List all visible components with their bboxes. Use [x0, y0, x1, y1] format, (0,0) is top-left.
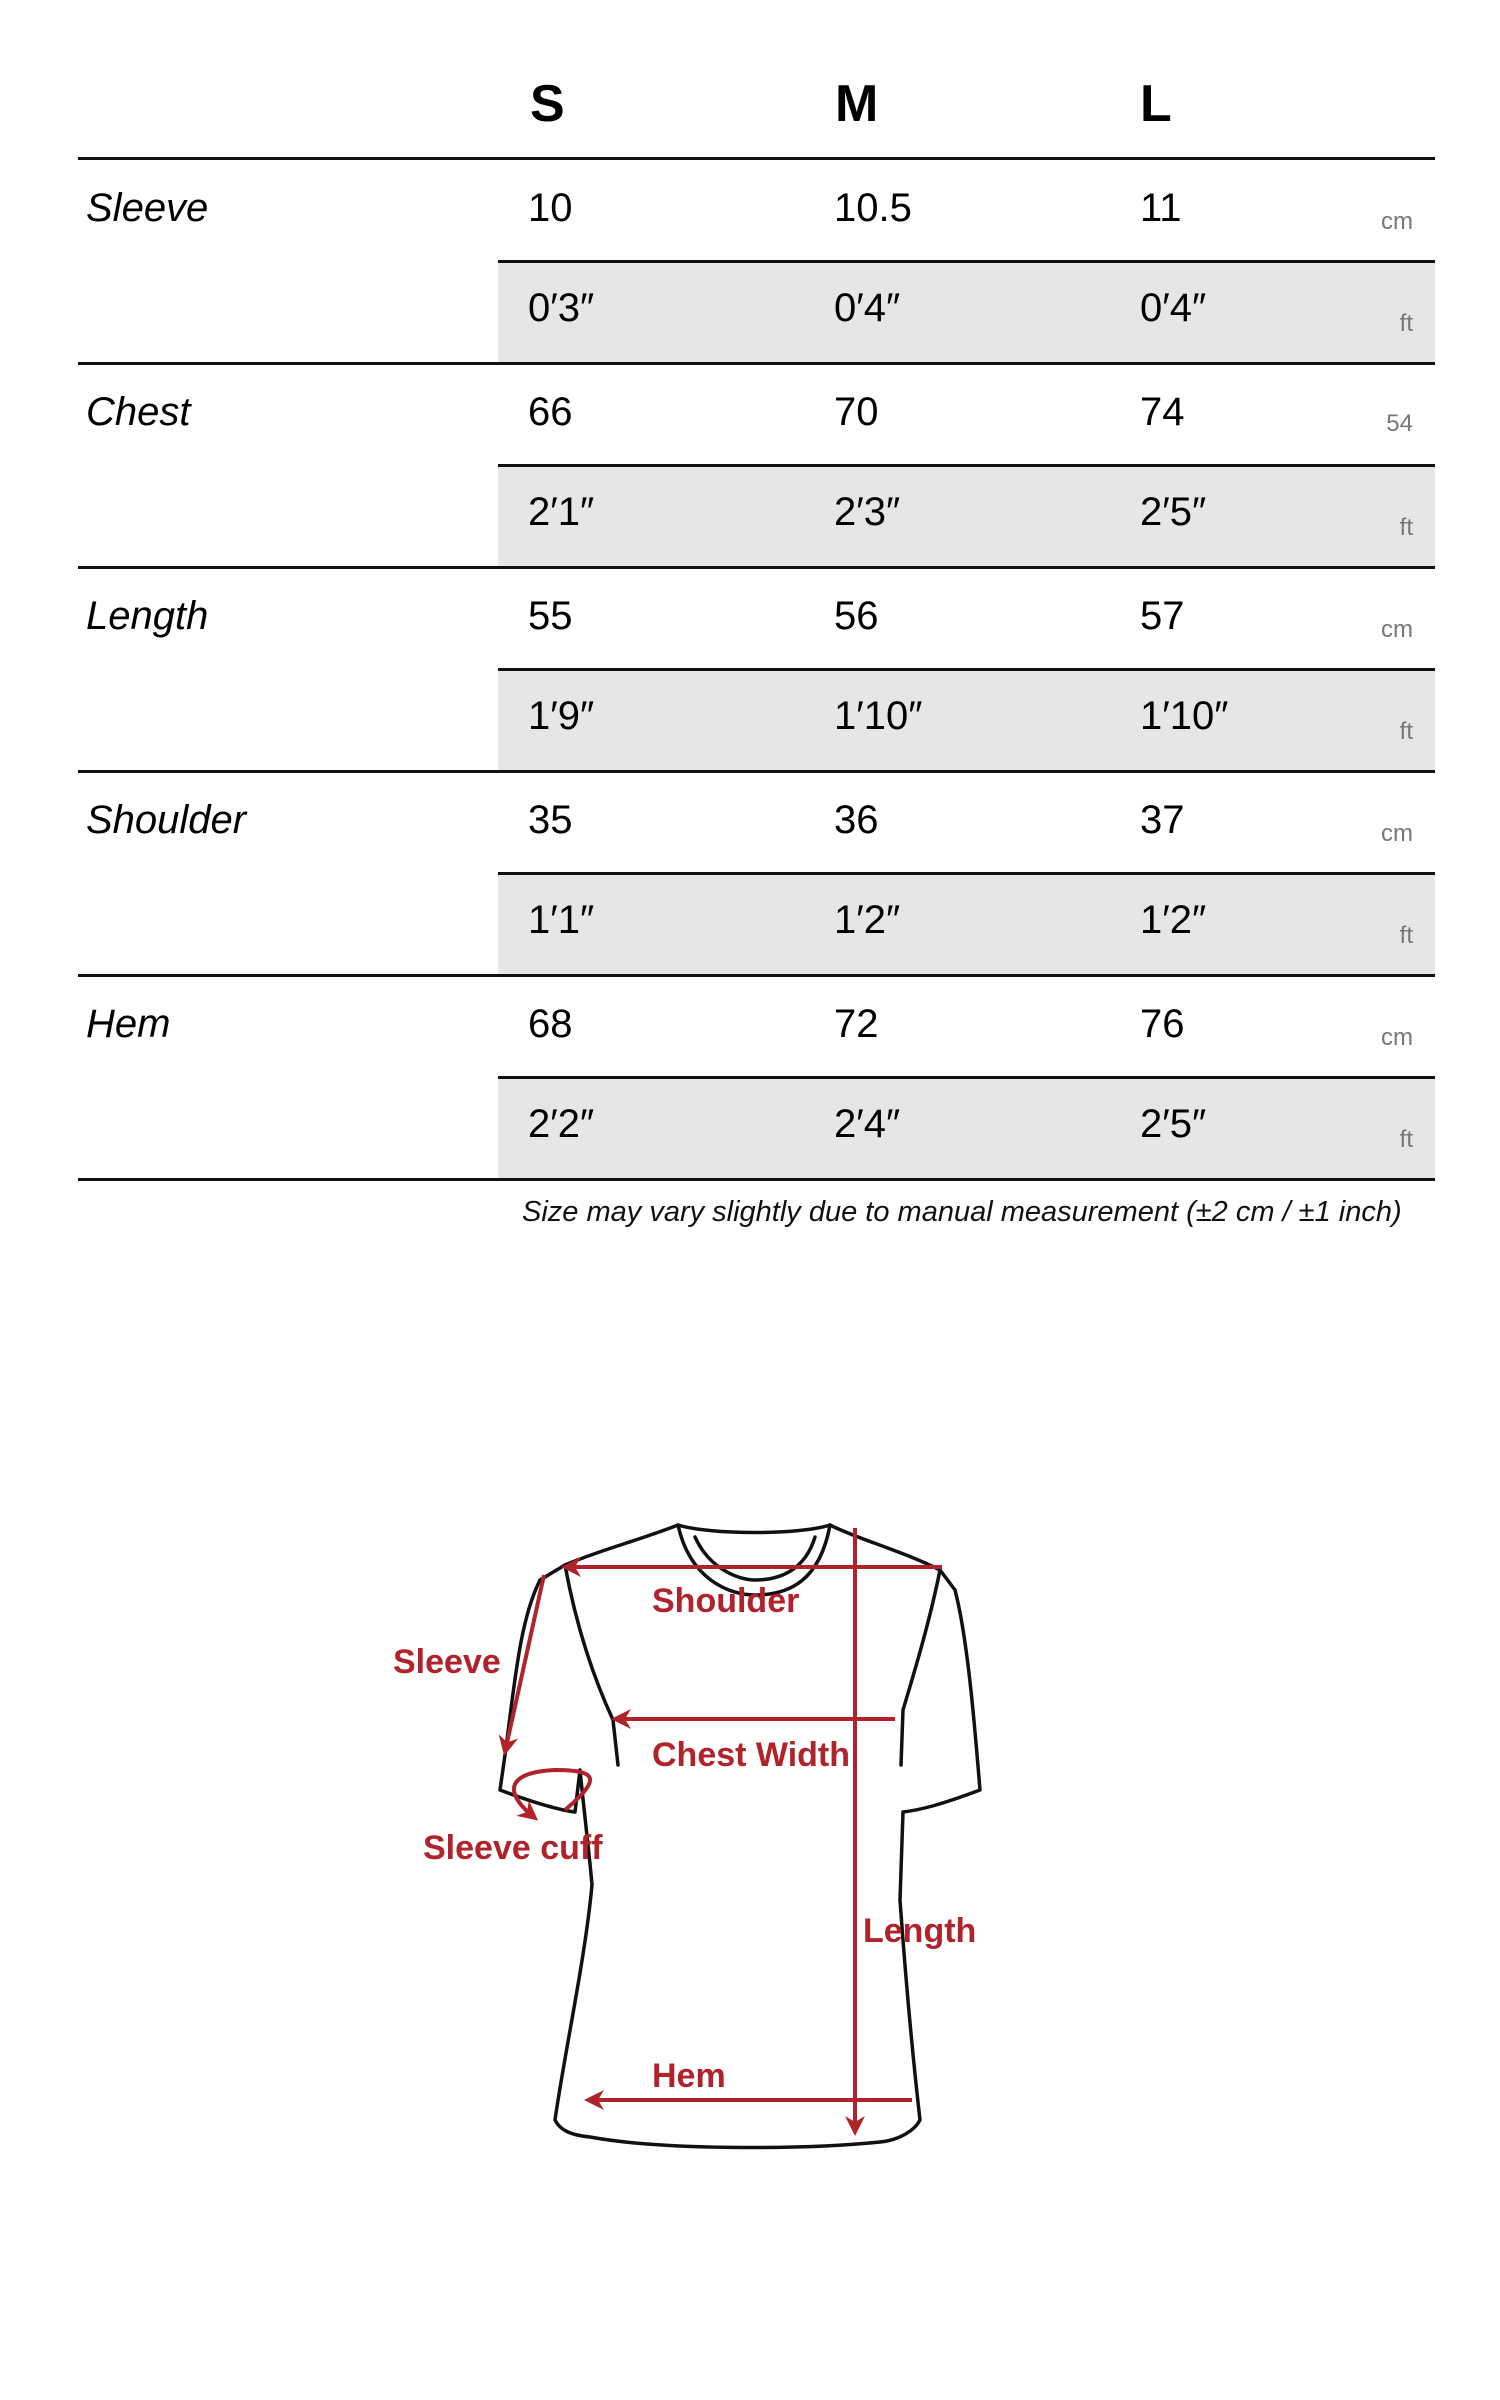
ft-value-s: 2′1″: [528, 490, 595, 534]
cm-value-m: 36: [834, 798, 879, 842]
measurement-label: Sleeve: [86, 186, 209, 230]
ft-value-m: 0′4″: [834, 286, 901, 330]
diagram-label-chest: Chest Width: [652, 1736, 851, 1774]
ft-value-l: 0′4″: [1140, 286, 1207, 330]
ft-value-s: 2′2″: [528, 1102, 595, 1146]
ft-value-s: 0′3″: [528, 286, 595, 330]
cm-value-m: 10.5: [834, 186, 912, 230]
size-header-l: L: [1140, 75, 1172, 133]
cm-value-m: 72: [834, 1002, 879, 1046]
cm-value-l: 11: [1140, 186, 1182, 230]
ft-value-m: 2′3″: [834, 490, 901, 534]
cm-value-s: 55: [528, 594, 573, 638]
diagram-label-sleeve-cuff: Sleeve cuff: [423, 1829, 603, 1867]
cm-value-s: 68: [528, 1002, 573, 1046]
measurement-label: Shoulder: [86, 798, 247, 842]
size-header-m: M: [835, 75, 879, 133]
cm-value-l: 37: [1140, 798, 1185, 842]
cm-unit-label: cm: [1381, 616, 1413, 643]
cm-value-m: 56: [834, 594, 879, 638]
ft-unit-label: ft: [1399, 718, 1413, 745]
cm-value-l: 57: [1140, 594, 1185, 638]
ft-unit-label: ft: [1399, 310, 1413, 337]
diagram-label-sleeve: Sleeve: [393, 1643, 501, 1681]
measurement-label: Hem: [86, 1002, 171, 1046]
measurement-label: Chest: [86, 390, 191, 434]
cm-unit-label: cm: [1381, 820, 1413, 847]
cm-value-s: 35: [528, 798, 573, 842]
diagram-label-shoulder: Shoulder: [652, 1582, 800, 1620]
diagram-label-length: Length: [863, 1912, 977, 1950]
ft-value-s: 1′9″: [528, 694, 595, 738]
diagram-label-hem: Hem: [652, 2057, 726, 2095]
ft-value-l: 1′2″: [1140, 898, 1207, 942]
cm-unit-label: cm: [1381, 1024, 1413, 1051]
cm-unit-label: 54: [1386, 410, 1413, 437]
sleeve-arrow-icon: [505, 1575, 544, 1752]
ft-unit-label: ft: [1399, 1126, 1413, 1153]
cm-value-s: 66: [528, 390, 573, 434]
ft-value-m: 1′2″: [834, 898, 901, 942]
size-header-s: S: [530, 75, 565, 133]
ft-value-s: 1′1″: [528, 898, 595, 942]
cm-value-l: 74: [1140, 390, 1185, 434]
cm-value-m: 70: [834, 390, 879, 434]
ft-value-l: 2′5″: [1140, 1102, 1207, 1146]
ft-value-l: 2′5″: [1140, 490, 1207, 534]
measurement-label: Length: [86, 594, 209, 638]
measurement-note: Size may vary slightly due to manual measurement (±2 cm / ±1 inch): [522, 1196, 1402, 1228]
ft-unit-label: ft: [1399, 922, 1413, 949]
ft-unit-label: ft: [1399, 514, 1413, 541]
ft-value-l: 1′10″: [1140, 694, 1229, 738]
cm-unit-label: cm: [1381, 208, 1413, 235]
cm-value-l: 76: [1140, 1002, 1185, 1046]
ft-value-m: 2′4″: [834, 1102, 901, 1146]
cm-value-s: 10: [528, 186, 573, 230]
ft-value-m: 1′10″: [834, 694, 923, 738]
